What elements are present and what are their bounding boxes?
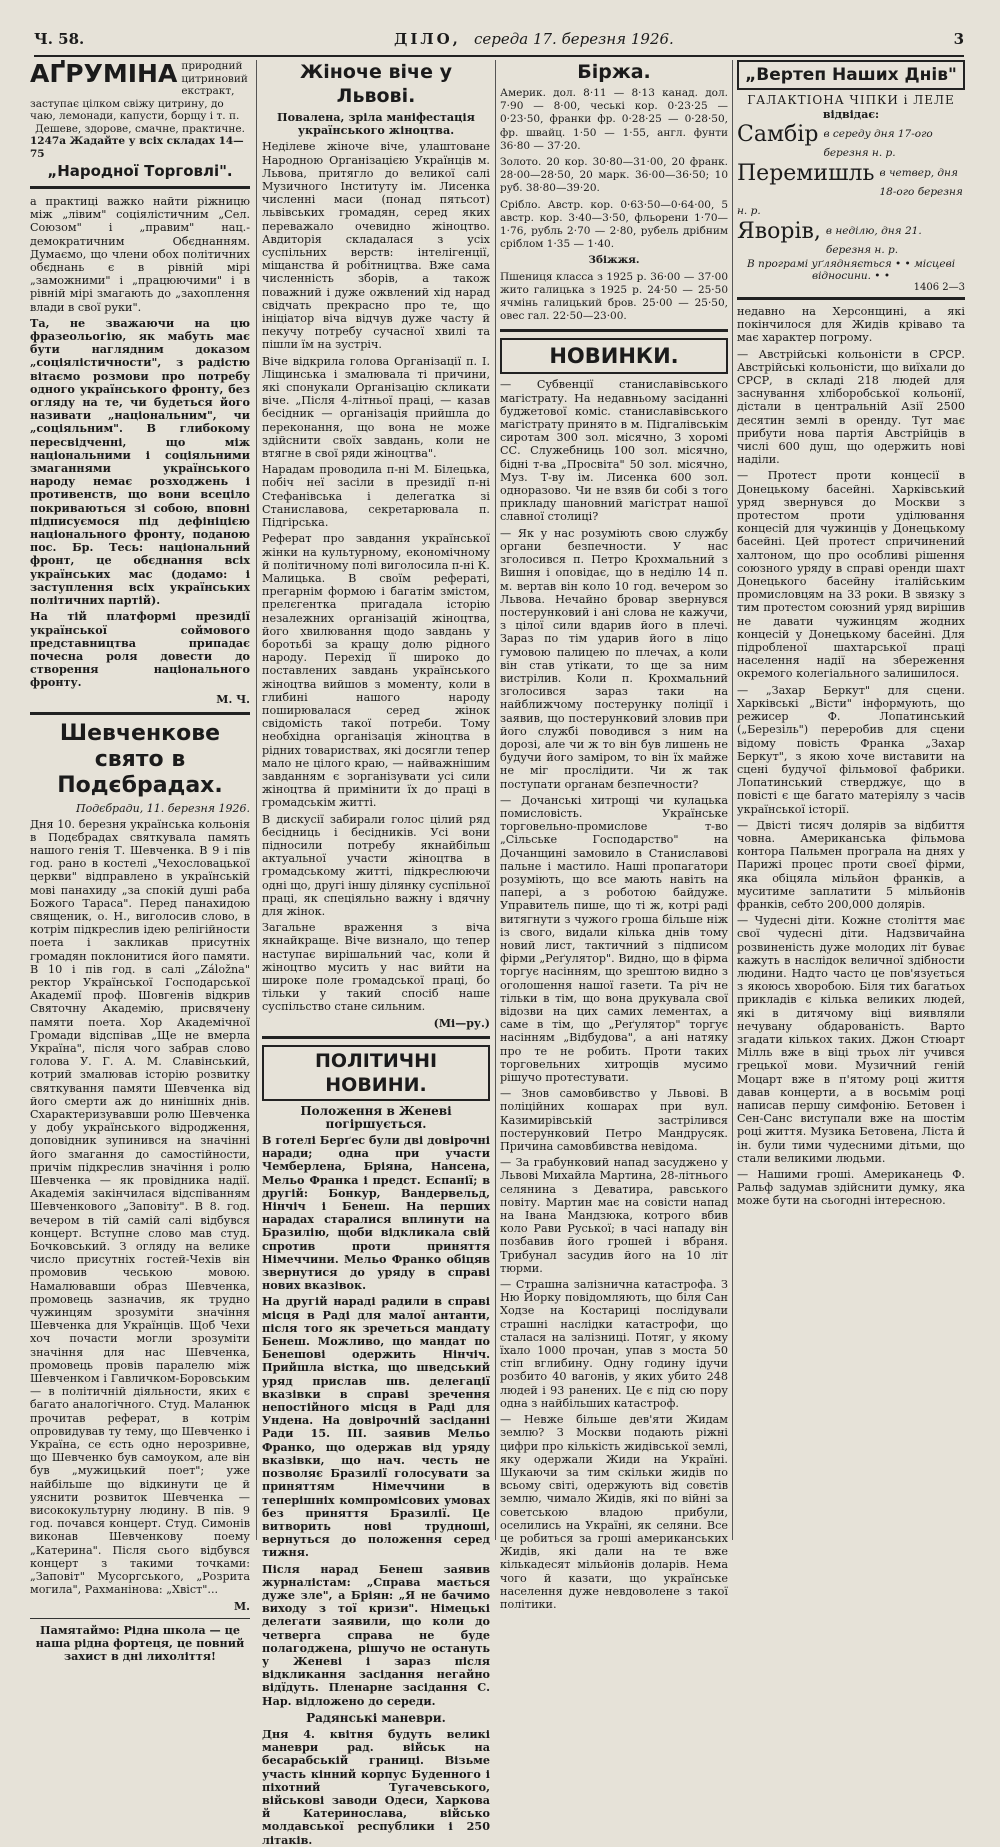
article-signature: М.: [233, 1599, 250, 1613]
exchange-silver: Срібло. Австр. кор. 0·63·50—0·64·00, 5 австр. кор. 3·40—3·50, фльорени 1·70—1·76, рубль 2·70 — 2·80, рубель дрібним сріблом 1·35 — 1·40.: [500, 198, 728, 251]
issue-date: середа 17. березня 1926.: [474, 30, 674, 48]
section-rule: [500, 329, 728, 332]
front-article: [30, 195, 250, 706]
tour-date: в середу дня 17-ого березня н. р.: [823, 128, 933, 159]
tour-city: Яворів,: [737, 219, 821, 244]
column-2: [262, 60, 490, 1847]
column-divider: [732, 60, 733, 1540]
page-number: 3: [953, 30, 964, 48]
grain-prices: Пшениця класса з 1925 р. 36·00 — 37·00 жито галицька з 1925 р. 24·50 — 25·50 ячмінь галицький бров. 25·00 — 25·50, овес гал. 22·50—23·00.: [500, 270, 728, 323]
section-rule: [262, 1036, 490, 1039]
article-paragraph: В готелі Берґес були дві довірочні наради; одна при участи Чемберлена, Бріяна, Нансена, Мельо Франка і предст. Еспанії; в другій: Бонкур, Вандервельд, Нінчіч і Бенеш. На перших нарадах старалися вплинути на Бразилію, щоби відкликала свій спротив проти приняття Німеччини. Мельо Франко обіцяв звернутися до уряду в справі нових вказівок.: [262, 1133, 490, 1293]
article-paragraph: Реферат про завдання української жінки на культурному, економічному й політичному полі виголосила п-ні К. Малицька. В своїм рефераті, прегарнім формою і багатім змістом, прелєгентка пригадала історію незалежних організацій жіноцтва, його хвилювання щодо завдань у боротьбі за кращу долю рідного народу. Перехід її широко до поставлених завдань українського жіноцтва вийшов з моменту, коли в глибині нашого народу поширювалася серед жінок свідомість такої потреби. Тому необхідна організація жіноцтва в рідних товариствах, які досягли тепер мало не цілого краю, — найважнішим завданням є зорганізувати усі сили жіноцтва й примінити їх до праці в громадськім житті.: [262, 532, 490, 810]
shevchenko-article: [30, 721, 250, 1613]
article-paragraph: На тій платформі президії української соймового представництва припадає почесна роля довести до створення національного фронту.: [30, 609, 250, 690]
tour-stop: [737, 161, 965, 218]
vertep-ad: [737, 60, 965, 300]
article-signature: (Мі—ру.): [433, 1016, 490, 1030]
footer-slogan: Памятаймо: Рідна школа — це наша рідна фортеця, це повний захист в дні лихоліття!: [35, 1622, 245, 1663]
page-header: [34, 30, 964, 54]
news-item: — Нашими гроші. Американець Ф. Ральф задумав здійснити думку, яка може бути на сьогодні інтересною.: [737, 1168, 965, 1208]
column-3: [500, 60, 728, 1611]
paper-title: ДІЛО,: [394, 30, 461, 48]
article-title: Жіноче віче у Львові.: [300, 61, 452, 107]
ad-store-name: „Народної Торговлі".: [47, 162, 233, 180]
news-item: — Субвенції станиславівського магістрату. На недавньому засіданні буджетової коміс. станиславівського магістрату принято в м. Підгалівськім сиротам 300 зол. місячно, 3 хоромі СС. Служебниць 100 зол. місячно, бідні т-ва „Просвіта" 50 зол. місячно, Муз. Т-ву ім. Лисенка 600 зол. одноразово. Чи не взяв би собі з того прикладу шановний магістрат нашої славної столиці?: [500, 378, 728, 524]
section-title: ПОЛІТИЧНІ НОВИНИ.: [262, 1045, 490, 1101]
news-item: — Двісті тисяч долярів за відбиття човна. Американська фільмова контора Пальмен програла на днях у Парижі процес проти своєї фірми, яка обіцяла мільйон франків, а муситиме заплатити 5 мільйонів франків, себто 200,000 долярів.: [737, 818, 965, 911]
news-section: [500, 338, 728, 1611]
news-item: — Дочанські хитрощі чи кулацька помисловість. Українське торговельно-промислове т-во „Сільське Господарство" на Дочанщині замовило в Станиславові пальне і мастило. Наші пропагатори розуміють, що все мають навіть на папері, а з роботою байдуже. Управитель пише, що ті ж, котрі раді витягнути з чужого гроша більше ніж із свого, видали кілька днів тому новий лист, тактичний з підписом фірми „Реґулятор". Видно, що в фірма торгує насінням, що зрештою видно з оголошення нашої газети. Та річ не тільки в тім, що вона друкувала свої відозви на цих самих лементах, а саме в тім, що „Реґулятор" торгує насінням „Відбудова", а ані натяку про те не робить. Проти таких торговельних хитрощів мусимо рішучо протестувати.: [500, 793, 728, 1085]
news-item: — За грабунковий напад засуджено у Львові Михайла Мартина, 28-літнього селянина з Деватира, равського повіту. Мартин має на совісти напад на Івана Мандзюка, котрого вбив коло Рави Руської; в часі нападу він позбавив його грошей і вбраня. Трибунал засудив його на 10 літ тюрми.: [500, 1156, 728, 1275]
article-paragraph: а практиці важко найти ріжницю між „лівим" соціялістичним „Сел. Союзом" і „правим" нац.-демократичним Обєднанням. Думаємо, що члени обох політичних обєднань є в рівній мірі „заможними" і „працюючими" і в рівній мірі змагають до „захоплення влади в свої руки".: [30, 195, 250, 314]
news-item: — Австрійські кольоністи в СРСР. Австрійські кольоністи, що виїхали до СРСР, в складі 218 людей для заснування хліборобської кольонії, дістали в центральній Азії 2500 десятин землі в оренду. Тут має прибути нова партія Австрійців в числі 600 душ, що одержить нові наділи.: [737, 347, 965, 467]
agrumina-ad: [30, 60, 250, 189]
tour-city: Самбір: [737, 122, 819, 147]
exchange-gold: Золото. 20 кор. 30·80—31·00, 20 франк. 28·00—28·50, 20 марк. 36·00—36·50; 10 руб. 38·80—39·20.: [500, 156, 728, 195]
tour-stop: [737, 219, 965, 257]
article-paragraph: Загальне враження з віча якнайкраще. Віче визнало, що тепер наступає вирішальний час, коли й жіноцтво мусить у нас вийти на широке поле громадської праці, бо тільки у такий спосіб наше суспільство стане сильним.: [262, 921, 490, 1014]
ad-price-line: 1247а Жадайте у всіх складах 14—75: [30, 135, 244, 160]
article-paragraph: Віче відкрила голова Організації п. І. Ліщинська і змалювала ті причини, які спонукали Організацію скликати віче. „Після 4-літньої праці, — казав бесідник — організація прийшла до переконання, що вона не може здійснити своїх завдань, коли не втягне в свої ряди жіноцтва".: [262, 354, 490, 461]
article-subtitle: Положення в Женеві погіршується.: [300, 1103, 452, 1131]
ad-slogan: Дешеве, здорове, смачне, практичне.: [35, 122, 245, 135]
article-paragraph: Та, не зважаючи на цю фразеольогію, як мабуть має бути наглядним доказом „соціялістичности", з радістю вітаємо розмови про потребу одного українського фронту, без огляду на те, чи будеться його називати „національним", чи „соціяльним". В глибокому пересвідченні, що між національними і соціяльними змаганнями українського народу немає розходжень і противенств, що вони всеціло покриваються зі собою, вповні підписуємося під дефініцією національного фронту, поданою пос. Бр. Тесь: національний фронт, це обєднання всіх українських мас (додамо: і заступлення всіх українських політичних партій).: [30, 315, 250, 608]
news-item: — Страшна залізнична катастрофа. З Ню Йорку повідомляють, що біля Сан Ходзе на Костариці послідували страшні наслідки катастрофи, що сталася на залізниці. Потяг, у якому їхало 1000 прочан, упав з моста 50 стіп вглибину. Одну годину ідучи розбито 40 вагонів, у яких убито 248 людей і 93 ранених. Це є під сю пору одна з найбільших катастроф.: [500, 1278, 728, 1410]
ad-brand-name: АҐРУМІНА: [30, 59, 178, 88]
news-item: — Чудесні діти. Кожне століття має свої чудесні діти. Надзвичайна розвиненість дуже молодих літ буває кажуть в наслідок величної здібности людини. Надто часто це пов'язується з якоюсь хворобою. Біля тих багатьох прикладів є кілька великих людей, які в дитячому віці виявляли нечувану обдарованість. Варто згадати кількох таких. Джон Стюарт Мілль вже в віці трьох літ учився грецької мови. Музичний геній Моцарт вже в п'ятому році життя давав концерти, а в восьмім році написав першу симфонію. Бетовен і Сен-Санс виступали вже на шостім році життя. Музика Бетовена, Ліста й ін. були тими чудесними дітьми, що стали великими людьми.: [737, 914, 965, 1165]
news-item: — „Захар Беркут" для сцени. Харківські „Вісти" інформують, що режисер Ф. Лопатинський („Березіль") переробив для сцени відому повість Франка „Захар Беркут", з якою хоче виставити на сцені будучої фільмової фабрики. Лопатинський стверджує, що в повісті є ще багато матеріялу з часів української історії.: [737, 683, 965, 816]
article-subtitle: Повалена, зріла маніфестація українського жіноцтва.: [277, 110, 475, 138]
section-title: НОВИНКИ.: [500, 338, 728, 374]
header-rule: [34, 55, 964, 57]
news-item: — Невже більше дев'яти Жидам землю? З Москви подають ріжні цифри про кількість жидівської землі, яку одержали Жиди на Україні. Шукаючи за тим скільки жидів по всьому світі, одержують від совєтів землю, чимало Жидів, які по війні за советською владою прибули, оселились на Україні, як селяни. Все це робиться за гроші американських Жидів, які дали на те вже кількадесят мільйонів доларів. Нема чого й казати, що українське населення дуже невдоволене з такої політики.: [500, 1413, 728, 1611]
political-news: [262, 1045, 490, 1847]
article-signature: М. Ч.: [216, 692, 250, 706]
ad-visits-label: відвідає:: [822, 108, 880, 121]
tour-date: в четвер, дня 18-ого березня н. р.: [737, 167, 963, 217]
news-continued: [737, 305, 965, 1208]
column-1: [30, 59, 250, 1663]
article-title: Шевченкове свято в Подєбрадах.: [57, 720, 223, 798]
news-item: — Протест проти концесії в Донецькому басейні. Харківський уряд звернувся до Москви з протестом проти уділювання концесій для чужинців у Донецькому басейні. Цей протест спричинений халтоном, що про особливі рішення союзного уряду в справі оренди шахт Донецького басейну італійським промисловцям на 33 роки. В звязку з тим протестом союзний уряд вирішив не давати чужинцям жодних концесій у Донецькому басейні. Для підробленої шахтарської праці населення надії на збереження окремого колегіального залишилося.: [737, 469, 965, 681]
section-rule: [30, 712, 250, 715]
column-4: [737, 60, 965, 1540]
tour-date: в неділю, дня 21. березня н. р.: [825, 225, 922, 256]
section-title: Біржа.: [577, 61, 651, 83]
article-paragraph: Дня 10. березня українська кольонія в Подєбрадах святкувала память нашого генія Т. Шевченка. В 9 і пів год. рано в костелі „Чехословацької церкви" відправлено в українській мові панахиду „за спокій душі раба Божого Тараса". Перед панахидою священик, о. Н., виголосив слово, в котрім підкреслив ідею релігійности поета і закликав присутніх громадян поклонитися його памяти. В 10 і пів год. в салі „Záložna" ректор Української Господарської Академії проф. Шовгенів відкрив Святочну Академію, присвячену памяти поета. Хор Академічної Громади відспівав „Ще не вмерла Україна", після чого забрав слово голова У. Г. А. М. Славінський, котрий змалював історію розвитку святкування памяти Шевченка від його смерти аж до нинішніх днів. Схарактеризувавши ролю Шевченка у добу українського відродження, доповідник зупинився на значінні його змагання до самостійности, причім підкреслив значіння і ролю Шевченка — як провідника надії. Академія закінчилася відспіванням Шевченкового „Заповіту". В 8. год. вечером в тій самій салі відбувся концерт. Вступне слово мав студ. Бочковський. З огляду на велике число присутніх гостей-Чехів він промовив чеською мовою. Намалювавши образ Шевченка, промовець зазначив, як трудно чужинцям зрозуміти значіння Шевченка для Українців. Щоб Чехи хоч почасти могли зрозуміти значіння для нас Шевченка, промовець провів паралелю між Шевченком і Гавличком-Боровським — в політичній діяльности, яких є багато аналогічного. Студ. Маланюк прочитав реферат, в котрім опровидував ту тему, що Шевченко і Україна, се єсть одно нерозривне, що Шевченко був самоуком, але він був „мужицький поет"; уже найбільше що відкинути це й уяснити розвиток Шевченка — висококультурну людину. В пів. 9 год. почався концерт. Студ. Симонів виконав Шевченкову поему „Катерина". Після сього відбувся концерт з такими точками: „Заповіт" Мусоргського, „Розрита могила", Рахманінова: „Хвіст"...: [30, 817, 250, 1597]
article-paragraph: В дискусії забирали голос цілий ряд бесідниць і бесідників. Усі вони підносили потребу якнайбільш актуальної участи жіноцтва в громадському житті, підкреслюючи одні що, другі іншу ділянку суспільної праці, як спеціяльно важну і вдячну для жінок.: [262, 812, 490, 918]
ad-title: „Вертеп Наших Днів": [737, 60, 965, 90]
article-paragraph: Дня 4. квітня будуть великі маневри рад. військ на бесарабській границі. Візьме участь кінний корпус Буденного і піхотний Тугачевського, військові заводи Одеси, Харкова й Катеринослава, військо молдавської республики і 250 літаків.: [262, 1726, 490, 1847]
news-item: — Знов самовбивство у Львові. В поліційних кошарах при вул. Казимирівській застрілився постерунковий Петро Мандрусяк. Причина самовбивства невідома.: [500, 1087, 728, 1154]
news-item: — Як у нас розуміють свою службу органи безпечности. У нас зголосився п. Петро Крохмальний з Вишня і оповідає, що в неділю 14 п. м. вертав він коло 10 год. вечером зо Львова. Нечайно бровар звернувся постерунковий і ані слова не кажучи, з цілої сили вдарив його в плечі. Зараз по тім ударив його в ліцо гумовою палицею по плечах, а коли він став утікати, то ще за ним вистрілив. Коли п. Крохмальний зголосився зараз таки на найближчому постерунку поліції і заявив, що постерунковий зловив при його службі поводився з ним на дорозі, але чи ж то він був лишень не будучи його заміром, то він їх майже не міг прослідити. Чи ж так поступати органам безпечности?: [500, 526, 728, 791]
column-divider: [256, 60, 257, 1540]
tour-city: Перемишль: [737, 161, 875, 186]
article-paragraph: Неділеве жіноче віче, улаштоване Народною Організацією Українців м. Львова, притягло до великої салі Музичного Інституту ім. Лисенка численні маси (понад пятьсот) львівських громадян, серед яких переважало очевидно жіноцтво. Авдиторія складалася з усіх суспільних верств: інтелігенції, міщанства й робітництва. Вже сама численність зборів, а також поважний і дуже ожвлений хід нарад свідчать прекрасно про те, що ініціатор віча відчув дуже часту й пекучу потребу сучасної хвилі та пішли їм на зустріч.: [262, 140, 490, 352]
article-dateline: Подєбради, 11. березня 1926.: [76, 801, 250, 815]
section-rule: [30, 1618, 250, 1619]
column-divider: [495, 60, 496, 1540]
exchange-rates: Америк. дол. 8·11 — 8·13 канад. дол. 7·90 — 8·00, чеські кор. 0·23·25 — 0·23·50, франки фр. 0·28·25 — 0·28·50, фр. швайц. 1·50 — 1·55, англ. фунти 36·80 — 37·20.: [500, 87, 728, 152]
article-paragraph: На другій нараді радили в справі місця в Раді для малої антанти, після того як зречеться мандату Бенеш. Можливо, що мандат по Бенешові одержить Нінчіч. Прийшла вістка, що шведський уряд прислав шв. делегації вказівки в справі зречення непостійного місця в Раді для Ундена. На довірочній засіданні Ради 15. III. заявив Мельо Франко, що одержав від уряду вказівки, що нач. честь не позволяє Бразилії голосувати за приняттям Німеччини в теперішніх компромісових умовах без приняття Бразилії. Це витворить нові трудноші, вернуться до положення серед тижня.: [262, 1294, 490, 1560]
tour-stop: [737, 122, 965, 160]
ad-description: природний цитриновий екстракт, заступає цілком свіжу цитрину, до чаю, лемонади, капусти, борщу і т. п.: [30, 60, 248, 122]
issue-number: Ч. 58.: [34, 30, 85, 48]
article-subtitle: Радянські маневри.: [306, 1710, 446, 1725]
ad-program-note: В програмі уґлядняється • • місцеві відносини. • •: [746, 258, 956, 282]
grain-title: Збіжжя.: [588, 254, 640, 267]
article-paragraph: Після нарад Бенеш заявив журналістам: „Справа мається дуже зле", а Бріян: „Я не бачимо виходу з тої кризи". Німецькі делегати заявили, що коли до четверга справа не буде полагоджена, рішучо не остануть у Женеві і зараз після відкликання засідання негайно відїдуть. Пленарне засідання С. Нар. відложено до середи.: [262, 1561, 490, 1708]
exchange-section: [500, 60, 728, 323]
article-paragraph: Нарадам проводила п-ні М. Білецька, побіч неї засіли в президії п-ні Стефанівська і делегатка зі Станиславова, секретарювала п. Підгірська.: [262, 463, 490, 530]
ad-code: 1406 2—3: [913, 282, 965, 293]
womens-assembly-article: [262, 60, 490, 1030]
news-item: недавно на Херсонщині, а які покінчилося для Жидів кріваво та має характер погрому.: [737, 305, 965, 345]
ad-authors: ГАЛАКТІОНА ЧІПКИ і ЛЕЛЕ: [747, 93, 955, 107]
